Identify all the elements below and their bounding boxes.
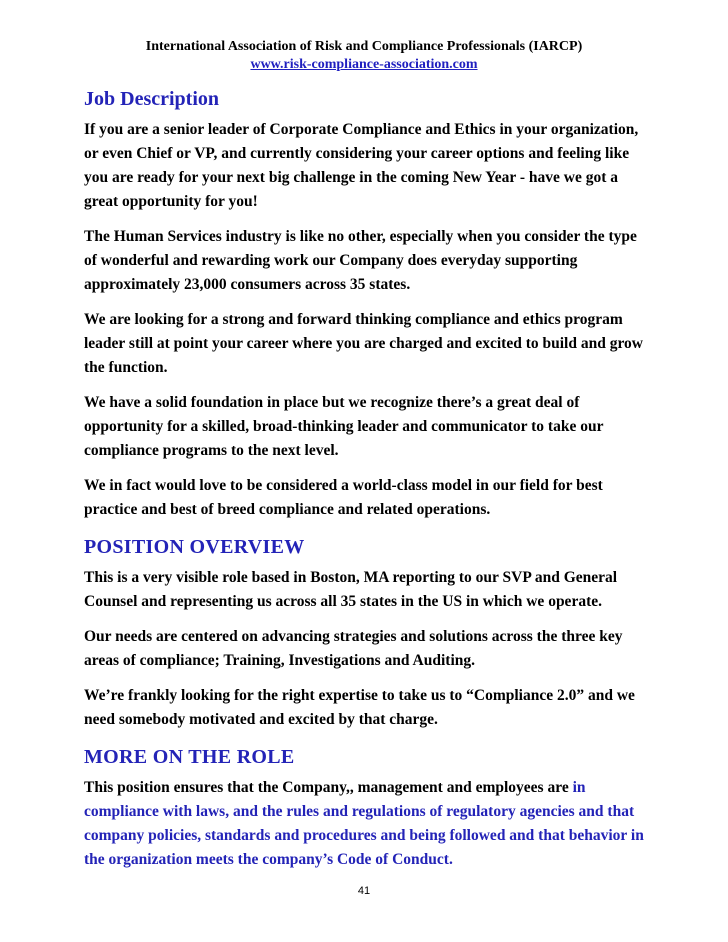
- role-paragraph-1: [84, 776, 646, 872]
- overview-paragraph-3: We’re frankly looking for the right expertise to take us to “Compliance 2.0” and we need somebody motivated and excited by that charge.: [84, 687, 635, 728]
- job-paragraph-3: We are looking for a strong and forward thinking compliance and ethics program leader still at point your career where you are charged and excited to build and grow the function.: [84, 311, 643, 376]
- job-paragraph-2: The Human Services industry is like no other, especially when you consider the type of wonderful and rewarding work our Company does everyday supporting approximately 23,000 consumers across 35 states.: [84, 228, 637, 293]
- job-paragraph-5: We in fact would love to be considered a world-class model in our field for best practice and best of breed compliance and related operations.: [84, 477, 603, 518]
- job-paragraph-4: We have a solid foundation in place but we recognize there’s a great deal of opportunity for a skilled, broad-thinking leader and communicator to take our compliance programs to the next level.: [84, 394, 604, 459]
- document-body: [84, 86, 646, 872]
- page-number: 41: [357, 885, 371, 897]
- heading-position-overview: POSITION OVERVIEW: [84, 536, 305, 558]
- overview-paragraph-1: This is a very visible role based in Boston, MA reporting to our SVP and General Counsel and representing us across all 35 states in the US in which we operate.: [84, 569, 618, 610]
- heading-more-on-the-role: MORE ON THE ROLE: [84, 746, 295, 768]
- overview-paragraph-2: Our needs are centered on advancing strategies and solutions across the three key areas of compliance; Training, Investigations and Auditing.: [84, 628, 623, 669]
- page-header: [84, 38, 644, 74]
- role-paragraph-lead: This position ensures that the Company,, management and employees are: [84, 779, 573, 796]
- role-paragraph-highlight: in compliance with laws, and the rules and regulations of regulatory agencies and that company policies, standards and procedures and being followed and that behavior in the organization meets the company’s Code of Conduct.: [84, 779, 644, 868]
- header-url-link[interactable]: www.risk-compliance-association.com: [250, 57, 478, 72]
- job-paragraph-1: If you are a senior leader of Corporate Compliance and Ethics in your organization, or even Chief or VP, and currently considering your career options and feeling like you are ready for your next big challenge in the coming New Year - have we got a great opportunity for you!: [84, 121, 639, 210]
- heading-job-description: Job Description: [84, 88, 219, 110]
- header-organization: International Association of Risk and Compliance Professionals (IARCP): [145, 39, 583, 54]
